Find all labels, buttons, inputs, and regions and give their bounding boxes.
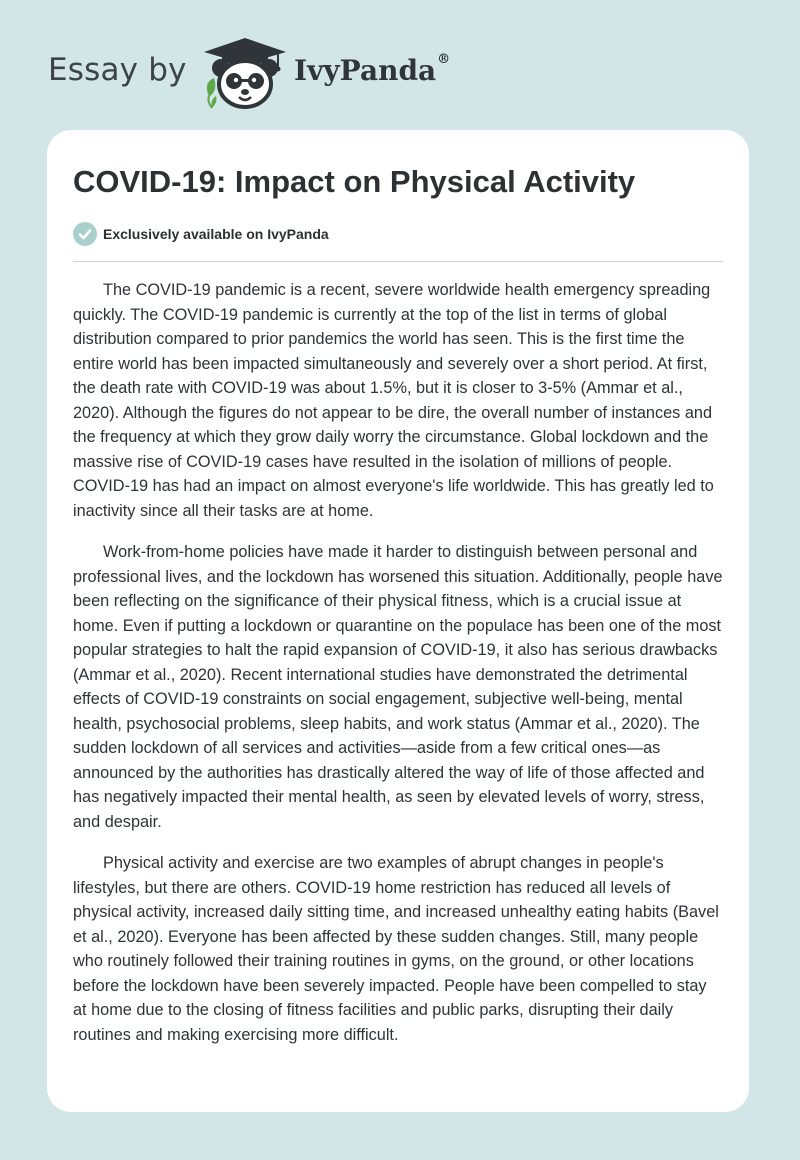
check-circle-icon bbox=[73, 222, 97, 246]
brand-name-text: IvyPanda bbox=[294, 54, 437, 87]
page-title: COVID-19: Impact on Physical Activity bbox=[73, 164, 636, 199]
registered-mark: ® bbox=[437, 52, 451, 67]
divider bbox=[73, 261, 723, 262]
leaf-icon bbox=[207, 78, 215, 96]
brand-name bbox=[294, 54, 450, 87]
essay-by-label: Essay by bbox=[48, 52, 187, 88]
essay-card bbox=[47, 130, 749, 1112]
exclusive-badge bbox=[73, 222, 329, 246]
paragraph: Physical activity and exercise are two examples of abrupt changes in people's lifestyles, but there are others. COVID-19 home restriction has reduced all levels of physical activity, increased daily sitting time, and increased unhealthy eating habits (Bavel et al., 2020). Everyone has been affected by these sudden changes. Still, many people who routinely followed their training routines in gyms, on the ground, or other locations before the lockdown have been severely impacted. People have been compelled to stay at home due to the closing of fitness facilities and public parks, disrupting their daily routines and making exercising more difficult. bbox=[73, 854, 719, 1044]
paragraph: Work-from-home policies have made it harder to distinguish between personal and professional lives, and the lockdown has worsened this situation. Additionally, people have been reflecting on the significance of their physical fitness, which is a crucial issue at home. Even if putting a lockdown or quarantine on the populace has been one of the most popular strategies to halt the rapid expansion of COVID-19, it also has serious drawbacks (Ammar et al., 2020). Recent international studies have demonstrated the detrimental effects of COVID-19 constraints on social engagement, subjective well-being, mental health, psychosocial problems, sleep habits, and work status (Ammar et al., 2020). The sudden lockdown of all services and activities—aside from a few critical ones—as announced by the authorities has drastically altered the way of life of those affected and has negatively impacted their mental health, as seen by elevated levels of worry, stress, and despair. bbox=[73, 543, 723, 831]
essay-body bbox=[73, 278, 723, 1064]
site-logo[interactable] bbox=[48, 36, 508, 112]
exclusive-label: Exclusively available on IvyPanda bbox=[103, 226, 329, 242]
paragraph: The COVID-19 pandemic is a recent, severe worldwide health emergency spreading quickly. The COVID-19 pandemic is currently at the top of the list in terms of global distribution compared to prior pandemics the world has seen. This is the first time the entire world has been impacted simultaneously and severely over a short period. At first, the death rate with COVID-19 was about 1.5%, but it is closer to 3-5% (Ammar et al., 2020). Although the figures do not appear to be dire, the overall number of instances and the frequency at which they grow daily worry the circumstance. Global lockdown and the massive rise of COVID-19 cases have resulted in the isolation of millions of people. COVID-19 has had an impact on almost everyone's life worldwide. This has greatly led to inactivity since all their tasks are at home. bbox=[73, 281, 714, 520]
panda-mascot-icon bbox=[202, 36, 288, 112]
